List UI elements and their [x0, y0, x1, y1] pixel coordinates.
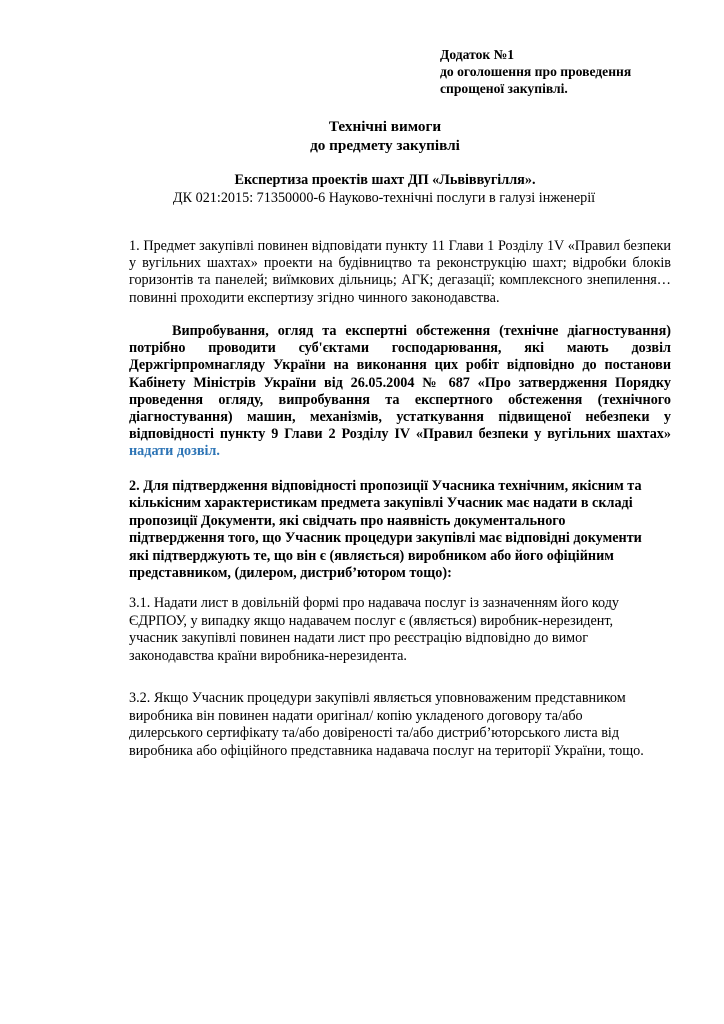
point-3-2-line: 3.2. Якщо Учасник процедури закупівлі являється уповноваженим представником [129, 690, 626, 706]
point-3-1-line: учасник закупівлі повинен надати лист про реєстрацію відповідно до вимог [129, 630, 589, 647]
section-2-line: представником, (дилером, дистриб’ютором тощо): [129, 565, 452, 582]
point-3-2-line: виробника він повинен надати оригінал/ копію укладеного договору та/або [129, 707, 583, 724]
subject-name: Експертиза проектів шахт ДП «Львіввугілля». [234, 172, 536, 188]
procurement-subject [0, 171, 724, 207]
point-3-2 [129, 690, 674, 760]
section-2-line: які підтверджують те, що він є (являється) виробником або його офіційним [129, 547, 614, 564]
section-1-text: 1. Предмет закупівлі повинен відповідати пункту 11 Глави 1 Розділу 1V «Правил безпеки у вугільних шахтах» проекти на будівництво та реконструкцію шахт; відробки блоків горизонтів та панелей; виїмкових дільниць; АГК; дегазації; комплексного знепилення…повинні проходити експертизу згідно чинного законодавства. [129, 238, 671, 306]
section-2-line: кількісним характеристикам предмета закупівлі Учасник має надати в складі [129, 495, 633, 512]
document-title [0, 118, 724, 155]
section-1-indent [129, 323, 172, 339]
subject-code: ДК 021:2015: 71350000-6 Науково-технічні послуги в галузі інженерії [172, 190, 596, 206]
point-3-1-line: законодавства країни виробника-нерезидента. [129, 647, 407, 664]
section-2-line: підтвердження того, що Учасник процедури закупівлі має відповідні документи [129, 530, 642, 547]
section-1-bold-text: Випробування, огляд та експертні обстеження (технічне діагностування) потрібно проводити суб'єктами господарювання, які мають дозвіл Держгірпромнагляду України на виконання цих робіт відповідно до постанови Кабінету Міністрів України від 26.05.2004 № 687 «Про затвердження Порядку проведення огляду, випробування та експертного обстеження (технічного діагностування) машин, механізмів, устаткування підвищеної небезпеки у відповідності пункту 9 Глави 2 Розділу ІV «Правил безпеки у вугільних шахтах» [129, 323, 671, 443]
addendum-line-2: до оголошення про проведення [440, 64, 632, 79]
section-2 [129, 478, 674, 582]
point-3-2-line: дилерського сертифікату та/або довіреності та/або дистриб’юторського листа від [129, 725, 620, 742]
point-3-1-line: ЄДРПОУ, у випадку якщо надавачем послуг є (являється) виробник-нерезидент, [129, 612, 614, 629]
title-line-2: до предмету закупівлі [310, 136, 460, 154]
addendum-header [440, 46, 631, 97]
addendum-line-1: Додаток №1 [440, 47, 515, 62]
section-2-line: пропозиції Документи, які свідчать про наявність документального [129, 512, 566, 529]
section-2-line: 2. Для підтвердження відповідності пропозиції Учасника технічним, якісним та [129, 478, 642, 494]
point-3-2-line: виробника або офіційного представника надавача послуг на території України, тощо. [129, 742, 644, 759]
section-1-requirements [129, 323, 671, 461]
addendum-line-3: спрощеної закупівлі. [440, 81, 568, 96]
permit-link-text: надати дозвіл. [129, 443, 220, 460]
point-3-1 [129, 595, 674, 665]
point-3-1-line: 3.1. Надати лист в довільній формі про надавача послуг із зазначенням його коду [129, 595, 620, 611]
title-line-1: Технічні вимоги [328, 118, 442, 135]
